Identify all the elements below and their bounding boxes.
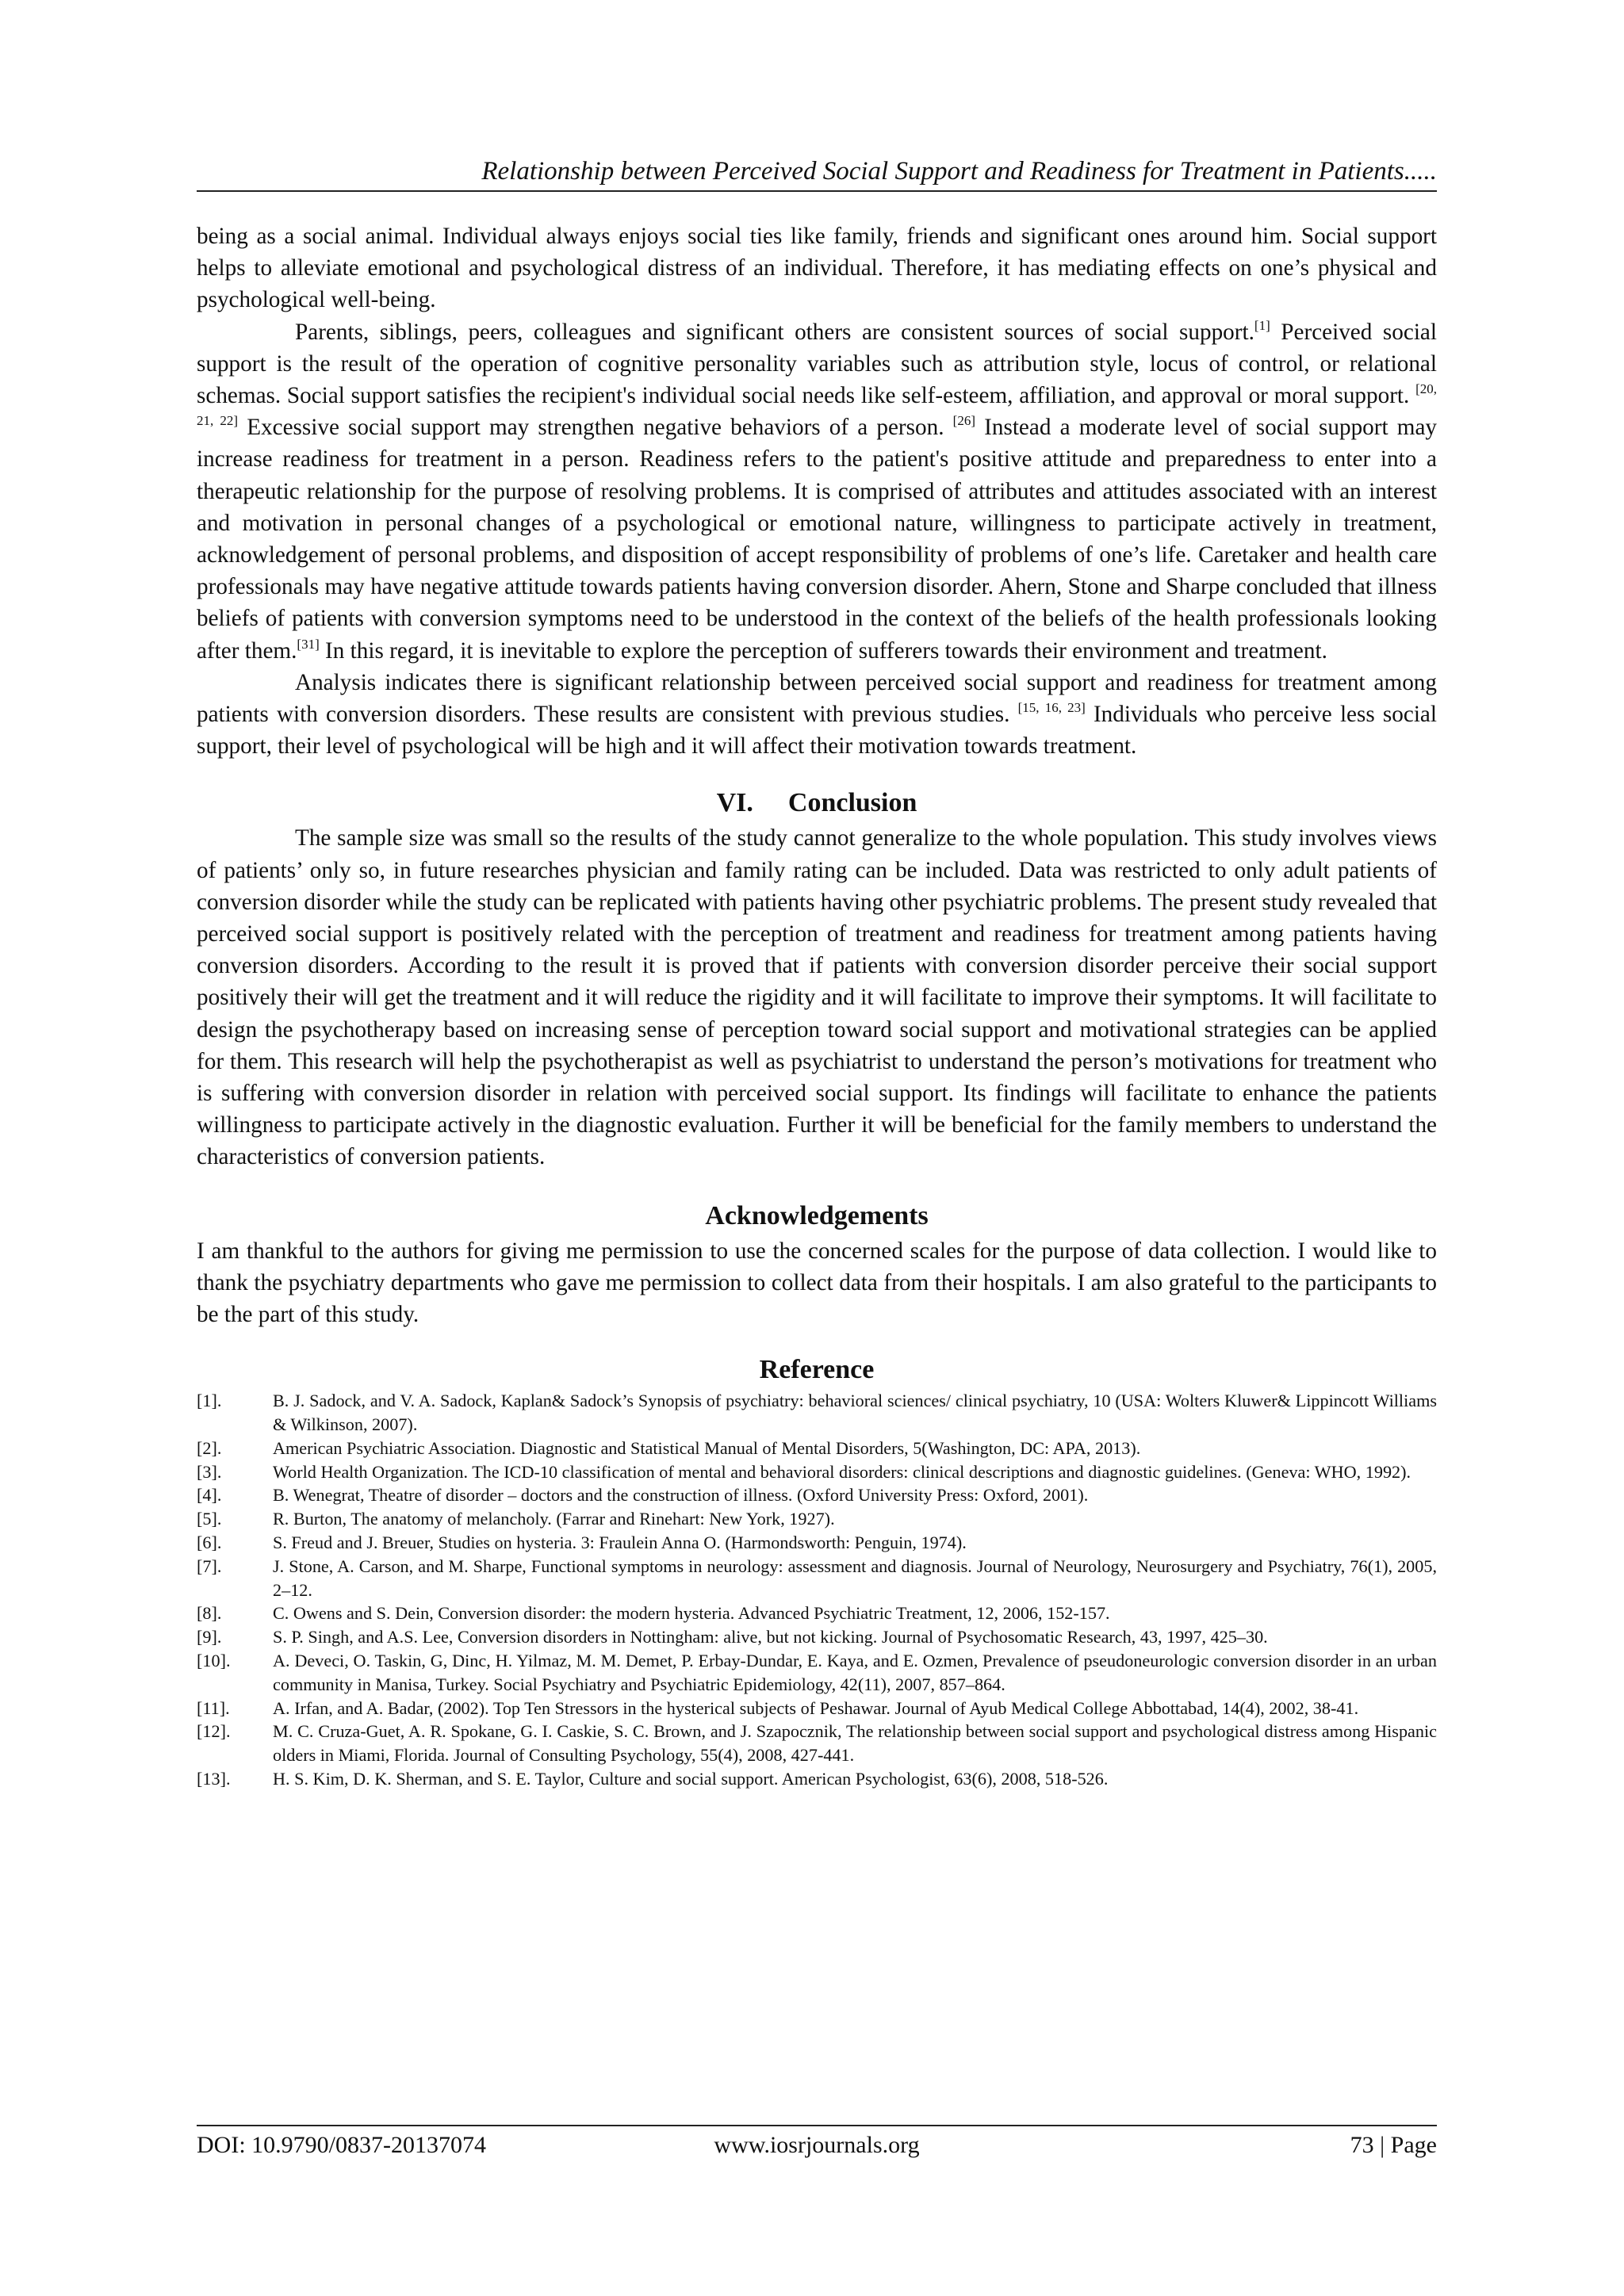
citation: [20, 21, 22] (197, 381, 1437, 429)
paragraph-text: Analysis indicates there is significant relationship between perceived social support and readiness for treatment among patients with conversion disorders. These results are consistent with previous studies. (197, 669, 1437, 728)
reference-item (197, 1720, 1437, 1767)
reference-number: [3]. (197, 1461, 222, 1482)
footer-rule (197, 2125, 1437, 2126)
paragraph-text: Instead a moderate level of social support may increase readiness for treatment in a person. Readiness refers to the patient's positive attitude and preparedness to enter into a therapeutic relationship for the purpose of resolving problems. It is comprised of attributes and attitudes associated with an interest and motivation in personal changes of a psychological or emotional nature, willingness to participate actively in treatment, acknowledgement of personal problems, and disposition of accept responsibility of problems of one’s life. Caretaker and health care professionals may have negative attitude towards patients having conversion disorder. Ahern, Stone and Sharpe concluded that illness beliefs of patients with conversion symptoms need to be understood in the context of the beliefs of the health professionals looking after them. (197, 415, 1437, 664)
reference-number: [1]. (197, 1391, 222, 1411)
citation: [31] (297, 636, 320, 652)
reference-heading: Reference (759, 1355, 875, 1385)
header-rule (197, 190, 1437, 192)
reference-number: [6]. (197, 1533, 222, 1553)
reference-number: [4]. (197, 1485, 222, 1506)
body-paragraph-2 (197, 316, 1437, 667)
reference-item (197, 1767, 1437, 1791)
section-number: VI. (716, 788, 753, 818)
running-header: Relationship between Perceived Social Support and Readiness for Treatment in Patients..... (481, 157, 1437, 186)
paragraph-text: Excessive social support may strengthen negative behaviors of a person. (238, 415, 953, 441)
reference-text: S. Freud and J. Breuer, Studies on hysteria. 3: Fraulein Anna O. (Harmondsworth: Penguin, 1974). (273, 1533, 967, 1553)
reference-item (197, 1601, 1437, 1625)
reference-item (197, 1555, 1437, 1602)
citation: [1] (1254, 317, 1270, 333)
reference-item (197, 1437, 1437, 1460)
reference-number: [5]. (197, 1509, 222, 1529)
reference-text: C. Owens and S. Dein, Conversion disorder: the modern hysteria. Advanced Psychiatric Treatment, 12, 2006, 152-157. (273, 1603, 1110, 1624)
reference-number: [2]. (197, 1437, 222, 1458)
reference-text: B. Wenegrat, Theatre of disorder – doctors and the construction of illness. (Oxford University Press: Oxford, 2001). (273, 1485, 1089, 1506)
reference-number: [11]. (197, 1697, 230, 1718)
reference-text: World Health Organization. The ICD-10 classification of mental and behavioral disorders: clinical descriptions and diagnostic guidelines. (Geneva: WHO, 1992). (273, 1461, 1411, 1482)
page-footer (197, 2130, 1437, 2161)
paragraph-text: Perceived social support is the result of the operation of cognitive personality variables such as attribution style, locus of control, or relational schemas. Social support satisfies the recipient's individual social needs like self-esteem, affiliation, and approval or moral support. (197, 319, 1437, 409)
reference-number: [13]. (197, 1769, 231, 1789)
section-title: Conclusion (787, 788, 917, 818)
page-number: 73 | Page (1350, 2132, 1437, 2158)
conclusion-heading (197, 784, 1437, 822)
reference-number: [10]. (197, 1651, 231, 1671)
doi-text: DOI: 10.9790/0837-20137074 (197, 2132, 486, 2158)
reference-text: B. J. Sadock, and V. A. Sadock, Kaplan& Sadock’s Synopsis of psychiatry: behavioral sciences/ clinical psychiatry, 10 (USA: Wolters Kluwer& Lippincott Williams & Wilkinson, 2007). (273, 1391, 1437, 1435)
paragraph-text: Individuals who perceive less social support, their level of psychological will be high and it will affect their motivation towards treatment. (197, 702, 1437, 760)
main-body (197, 220, 1437, 1791)
reference-number: [7]. (197, 1556, 222, 1576)
journal-site: www.iosrjournals.org (714, 2132, 920, 2158)
reference-item (197, 1697, 1437, 1720)
paper-page (197, 0, 1437, 2296)
reference-item (197, 1483, 1437, 1507)
conclusion-paragraph: The sample size was small so the results of the study cannot generalize to the whole population. This study involves views of patients’ only so, in future researches physician and family rating can be included. Data was restricted to only adult patients of conversion disorder while the study can be replicated with patients having other psychiatric problems. The present study revealed that perceived social support is positively related with the perception of treatment and readiness for treatment among patients having conversion disorders. According to the result it is proved that if patients with conversion disorder perceive their social support positively their will get the treatment and it will reduce the rigidity and it will facilitate to improve their symptoms. It will facilitate to design the psychotherapy based on increasing sense of perception toward social support and motivational strategies can be applied for them. This research will help the psychotherapist as well as psychiatrist to understand the person’s motivations for treatment who is suffering with conversion disorder in relation with perceived social support. Its findings will facilitate to enhance the patients willingness to participate actively in the diagnostic evaluation. Further it will be beneficial for the family members to understand the characteristics of conversion patients. (197, 825, 1437, 1170)
reference-item (197, 1649, 1437, 1697)
reference-text: H. S. Kim, D. K. Sherman, and S. E. Taylor, Culture and social support. American Psychologist, 63(6), 2008, 518-526. (273, 1769, 1109, 1789)
citation: [26] (952, 413, 975, 429)
reference-item (197, 1625, 1437, 1649)
reference-text: A. Deveci, O. Taskin, G, Dinc, H. Yilmaz, M. M. Demet, P. Erbay-Dundar, E. Kaya, and E. Ozmen, Prevalence of pseudoneurologic conversion disorder in an urban community in Manisa, Turkey. Social Psychiatry and Psychiatric Epidemiology, 42(11), 2007, 857–864. (273, 1651, 1437, 1694)
citation: [15, 16, 23] (1017, 700, 1086, 716)
reference-text: M. C. Cruza-Guet, A. R. Spokane, G. I. Caskie, S. C. Brown, and J. Szapocznik, The relationship between social support and psychological distress among Hispanic olders in Miami, Florida. Journal of Consulting Psychology, 55(4), 2008, 427-441. (273, 1721, 1437, 1766)
body-paragraph-1: being as a social animal. Individual always enjoys social ties like family, friends and significant ones around him. Social support helps to alleviate emotional and psychological distress of an individual. Therefore, it has mediating effects on one’s physical and psychological well-being. (197, 224, 1437, 313)
reference-text: S. P. Singh, and A.S. Lee, Conversion disorders in Nottingham: alive, but not kicking. Journal of Psychosomatic Research, 43, 1997, 425–30. (273, 1627, 1268, 1647)
reference-item (197, 1507, 1437, 1531)
acknowledgements-heading: Acknowledgements (705, 1200, 929, 1230)
reference-number: [9]. (197, 1627, 222, 1647)
reference-text: A. Irfan, and A. Badar, (2002). Top Ten Stressors in the hysterical subjects of Peshawar. Journal of Ayub Medical College Abbottabad, 14(4), 2002, 38-41. (273, 1697, 1359, 1718)
reference-text: R. Burton, The anatomy of melancholy. (Farrar and Rinehart: New York, 1927). (273, 1509, 835, 1529)
paragraph-text: In this regard, it is inevitable to explore the perception of sufferers towards their environment and treatment. (319, 637, 1327, 664)
reference-item (197, 1389, 1437, 1437)
body-paragraph-3 (197, 667, 1437, 763)
reference-item (197, 1460, 1437, 1484)
reference-number: [12]. (197, 1721, 231, 1742)
paragraph-text: Parents, siblings, peers, colleagues and significant others are consistent sources of social support. (295, 319, 1254, 345)
reference-text: J. Stone, A. Carson, and M. Sharpe, Functional symptoms in neurology: assessment and diagnosis. Journal of Neurology, Neurosurgery and Psychiatry, 76(1), 2005, 2–12. (273, 1556, 1437, 1600)
reference-number: [8]. (197, 1603, 222, 1624)
reference-text: American Psychiatric Association. Diagnostic and Statistical Manual of Mental Disorders, 5(Washington, DC: APA, 2013). (273, 1437, 1141, 1458)
reference-list (197, 1389, 1437, 1791)
acknowledgements-paragraph: I am thankful to the authors for giving me permission to use the concerned scales for the purpose of data collection. I would like to thank the psychiatry departments who gave me permission to collect data from their hospitals. I am also grateful to the participants to be the part of this study. (197, 1238, 1437, 1328)
reference-item (197, 1531, 1437, 1555)
